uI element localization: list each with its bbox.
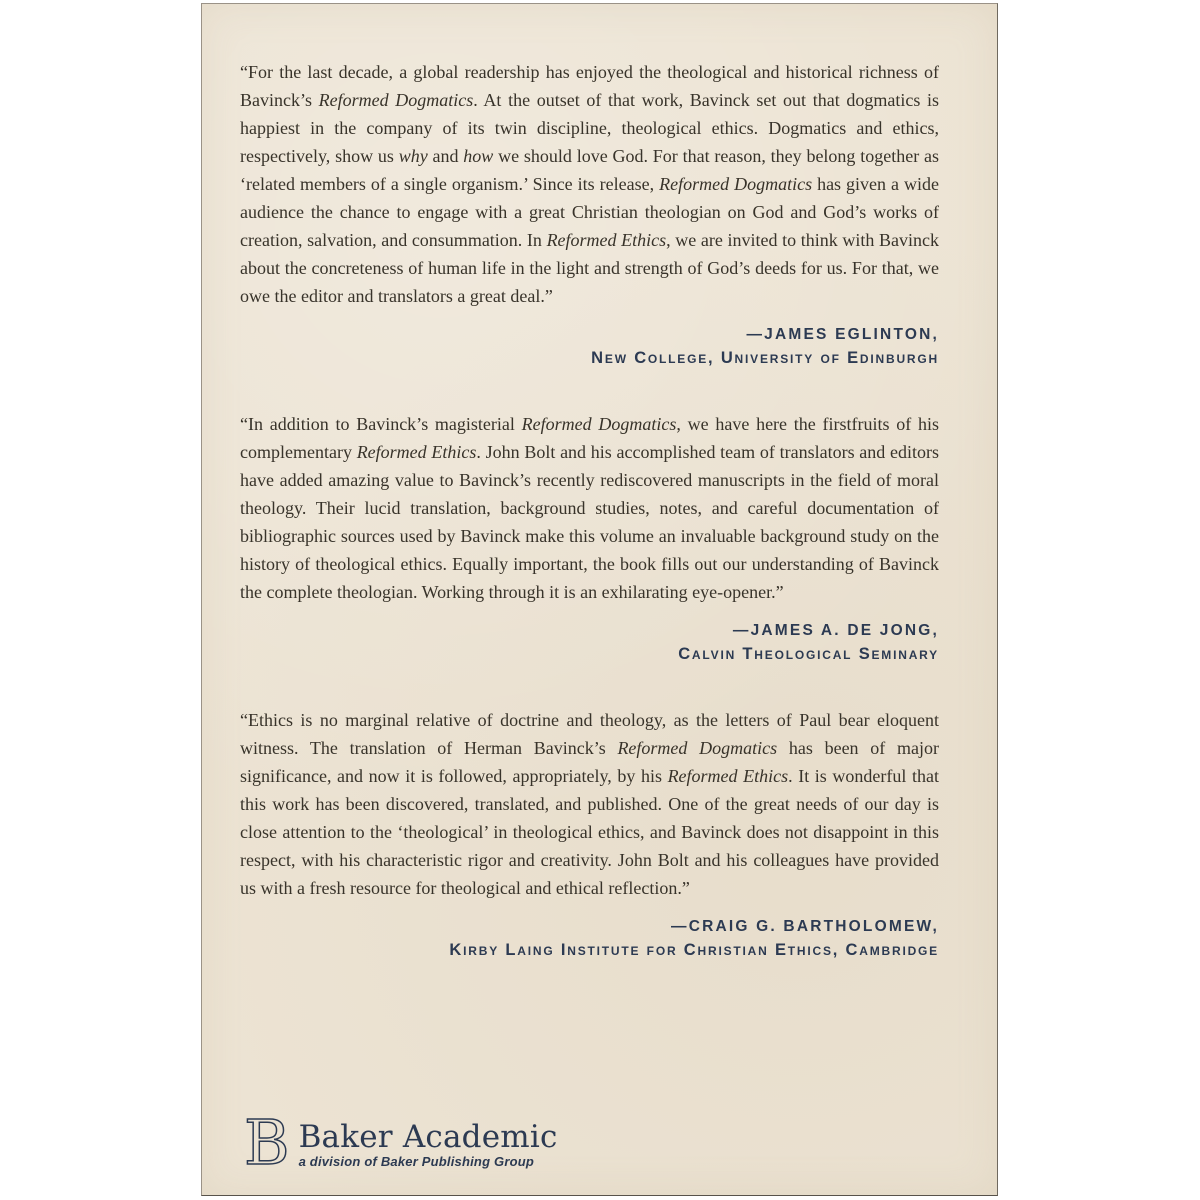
book-back-cover (201, 3, 998, 1196)
quote-text: “Ethics is no marginal relative of doctrine and theology, as the letters of Paul bear eloquent witness. The translation of Herman Bavinck’s Reformed Dogmatics has been of major significance, and now it is followed, appropriately, by his Reformed Ethics. It is wonderful that this work has been discovered, translated, and published. One of the great needs of our day is close attention to the ‘theological’ in theological ethics, and Bavinck does not disappoint in this respect, with his characteristic rigor and creativity. John Bolt and his colleagues have provided us with a fresh resource for theological and ethical reflection.” (240, 710, 939, 898)
endorser-name: —JAMES EGLINTON, (746, 326, 939, 343)
endorsement-quote (240, 410, 939, 664)
quote-text: “For the last decade, a global readership has enjoyed the theological and historical richness of Bavinck’s Reformed Dogmatics. At the outset of that work, Bavinck set out that dogmatics is happiest in the company of its twin discipline, theological ethics. Dogmatics and ethics, respectively, show us why and how we should love God. For that reason, they belong together as ‘related members of a single organism.’ Since its release, Reformed Dogmatics has given a wide audience the chance to engage with a great Christian theologian on God and God’s works of creation, salvation, and consummation. In Reformed Ethics, we are invited to think with Bavinck about the concreteness of human life in the light and strength of God’s deeds for us. For that, we owe the editor and translators a great deal.” (240, 62, 939, 306)
endorser-affiliation: New College, University of Edinburgh (591, 349, 939, 367)
endorsement-quote (240, 706, 939, 960)
endorser-name: —CRAIG G. BARTHOLOMEW, (671, 918, 939, 935)
quote-text: “In addition to Bavinck’s magisterial Reformed Dogmatics, we have here the firstfruits of his complementary Reformed Ethics. John Bolt and his accomplished team of translators and editors have added amazing value to Bavinck’s recently rediscovered manuscripts in the field of moral theology. Their lucid translation, background studies, notes, and careful documentation of bibliographic sources used by Bavinck make this volume an invaluable background study on the history of theological ethics. Equally important, the book fills out our understanding of Bavinck the complete theologian. Working through it is an exhilarating eye-opener.” (240, 414, 939, 602)
publisher-logo-block (240, 1106, 939, 1179)
endorser-affiliation: Kirby Laing Institute for Christian Ethics, Cambridge (449, 941, 939, 959)
endorser-name: —JAMES A. DE JONG, (732, 622, 939, 639)
publisher-text (298, 1119, 558, 1171)
endorser-affiliation: Calvin Theological Seminary (678, 645, 939, 663)
endorsement-quote (240, 58, 939, 368)
publisher-tagline: a division of Baker Publishing Group (298, 1154, 535, 1169)
endorsements-section (240, 58, 939, 1002)
publisher-name: Baker Academic (298, 1119, 558, 1155)
baker-b-logo-icon: B (244, 1106, 290, 1179)
